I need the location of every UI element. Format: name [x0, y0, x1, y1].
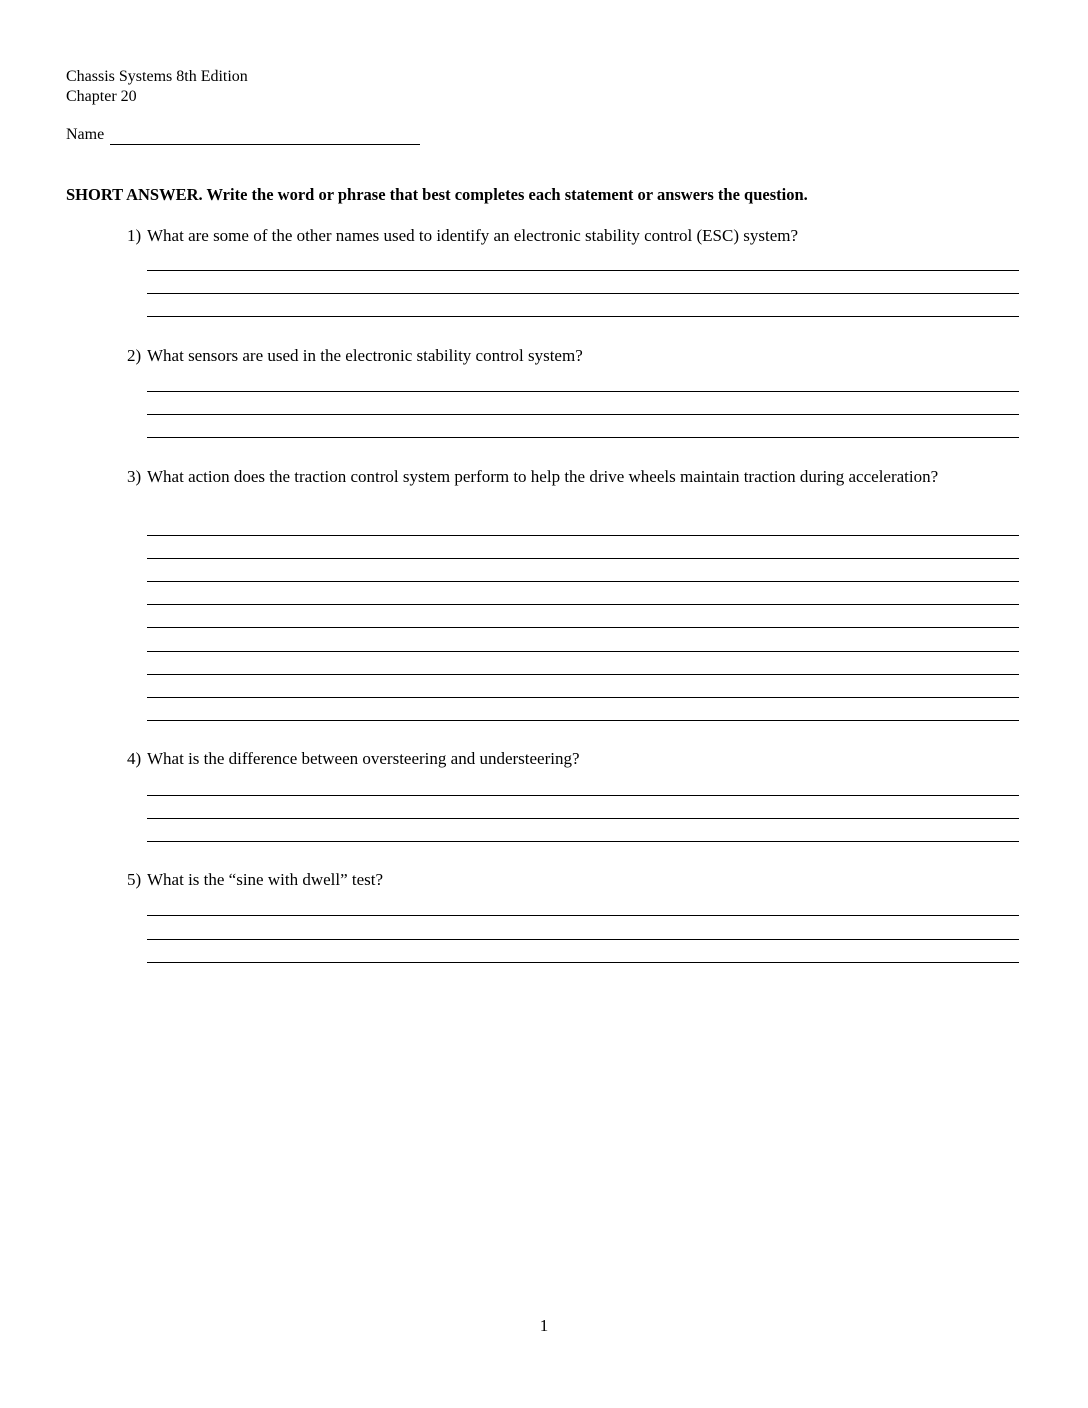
- answer-line[interactable]: [147, 414, 1019, 415]
- question-text: What action does the traction control system perform to help the drive wheels maintain traction during acceleration?: [147, 467, 939, 486]
- answer-line[interactable]: [147, 558, 1019, 559]
- question-text: What is the difference between oversteering and understeering?: [147, 749, 580, 768]
- question-number: 1): [127, 226, 142, 245]
- answer-line[interactable]: [147, 674, 1019, 675]
- answer-line[interactable]: [147, 270, 1019, 271]
- answer-line[interactable]: [147, 581, 1019, 582]
- question-5: [127, 868, 1007, 892]
- answer-line[interactable]: [147, 391, 1019, 392]
- answer-line[interactable]: [147, 939, 1019, 940]
- answer-line[interactable]: [147, 437, 1019, 438]
- answer-line[interactable]: [147, 535, 1019, 536]
- answer-line[interactable]: [147, 697, 1019, 698]
- answer-line[interactable]: [147, 795, 1019, 796]
- answer-line[interactable]: [147, 720, 1019, 721]
- page-number: 1: [539, 1316, 549, 1335]
- course-title: Chassis Systems 8th Edition: [66, 68, 248, 85]
- answer-line[interactable]: [147, 841, 1019, 842]
- question-3: [127, 465, 1007, 513]
- question-4: [127, 747, 1007, 771]
- name-field[interactable]: [110, 144, 420, 145]
- question-text: What are some of the other names used to identify an electronic stability control (ESC) system?: [147, 226, 799, 245]
- name-label: Name: [66, 126, 105, 143]
- answer-line[interactable]: [147, 962, 1019, 963]
- answer-line[interactable]: [147, 293, 1019, 294]
- answer-line[interactable]: [147, 316, 1019, 317]
- section-instructions: SHORT ANSWER. Write the word or phrase that best completes each statement or answers the question.: [66, 185, 808, 204]
- answer-line[interactable]: [147, 604, 1019, 605]
- question-1: [127, 224, 1007, 248]
- question-number: 5): [127, 870, 142, 889]
- chapter-title: Chapter 20: [66, 88, 137, 105]
- question-number: 2): [127, 346, 142, 365]
- question-number: 4): [127, 749, 142, 768]
- question-2: [127, 344, 1007, 368]
- question-text: What sensors are used in the electronic stability control system?: [147, 346, 583, 365]
- question-text: What is the “sine with dwell” test?: [147, 870, 384, 889]
- answer-line[interactable]: [147, 627, 1019, 628]
- answer-line[interactable]: [147, 651, 1019, 652]
- answer-line[interactable]: [147, 915, 1019, 916]
- question-number: 3): [127, 467, 142, 486]
- answer-line[interactable]: [147, 818, 1019, 819]
